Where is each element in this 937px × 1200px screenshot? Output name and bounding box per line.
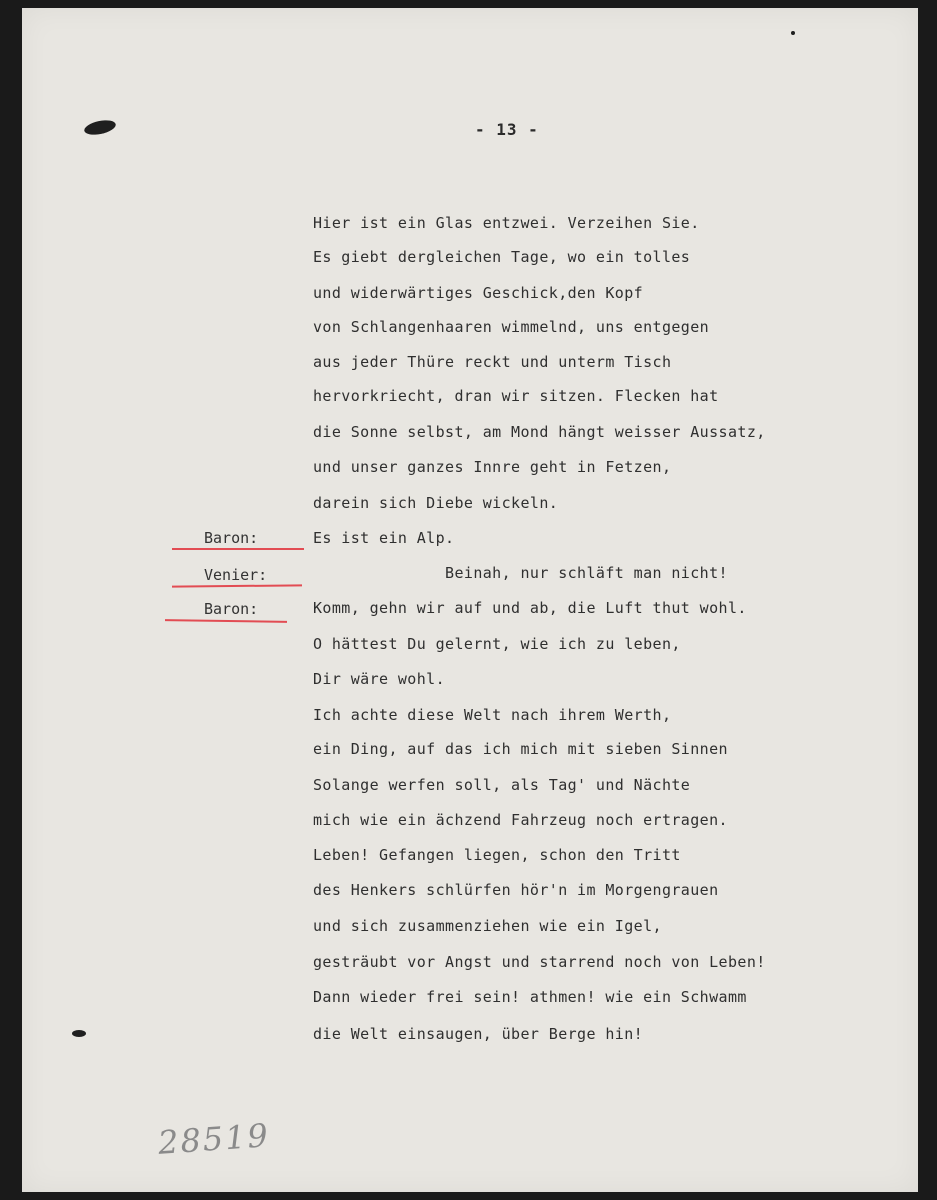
- verse-line: Ich achte diese Welt nach ihrem Werth,: [313, 706, 672, 724]
- verse-line: Leben! Gefangen liegen, schon den Tritt: [313, 846, 681, 864]
- verse-line: Beinah, nur schläft man nicht!: [313, 564, 728, 582]
- verse-line: aus jeder Thüre reckt und unterm Tisch: [313, 353, 672, 371]
- verse-line: mich wie ein ächzend Fahrzeug noch ertragen.: [313, 811, 728, 829]
- verse-line: Es ist ein Alp.: [313, 529, 455, 547]
- speaker-label: Baron:: [204, 600, 259, 618]
- ink-speck: [72, 1030, 86, 1037]
- verse-line: ein Ding, auf das ich mich mit sieben Sinnen: [313, 740, 728, 758]
- verse-line: Es giebt dergleichen Tage, wo ein tolles: [313, 248, 691, 266]
- speaker-label: Baron:: [204, 529, 259, 547]
- verse-line: von Schlangenhaaren wimmelnd, uns entgegen: [313, 318, 710, 336]
- speaker-underline: [172, 548, 304, 550]
- verse-line: gesträubt vor Angst und starrend noch von Leben!: [313, 953, 766, 971]
- verse-line: Komm, gehn wir auf und ab, die Luft thut wohl.: [313, 599, 747, 617]
- verse-line: die Welt einsaugen, über Berge hin!: [313, 1025, 644, 1043]
- verse-line: des Henkers schlürfen hör'n im Morgengrauen: [313, 881, 719, 899]
- verse-line: und unser ganzes Innre geht in Fetzen,: [313, 458, 672, 476]
- verse-line: Solange werfen soll, als Tag' und Nächte: [313, 776, 691, 794]
- verse-line: und sich zusammenziehen wie ein Igel,: [313, 917, 662, 935]
- verse-line: die Sonne selbst, am Mond hängt weisser Aussatz,: [313, 423, 766, 441]
- verse-line: Hier ist ein Glas entzwei. Verzeihen Sie.: [313, 214, 700, 232]
- page-number: - 13 -: [475, 120, 539, 139]
- archive-number: 28519: [156, 1116, 271, 1162]
- verse-line: und widerwärtiges Geschick,den Kopf: [313, 284, 644, 302]
- ink-dot: [791, 31, 795, 35]
- verse-line: Dir wäre wohl.: [313, 670, 446, 688]
- verse-line: hervorkriecht, dran wir sitzen. Flecken hat: [313, 387, 719, 405]
- verse-line: O hättest Du gelernt, wie ich zu leben,: [313, 635, 681, 653]
- speaker-label: Venier:: [204, 566, 268, 584]
- verse-line: Dann wieder frei sein! athmen! wie ein Schwamm: [313, 988, 747, 1006]
- verse-line: darein sich Diebe wickeln.: [313, 494, 559, 512]
